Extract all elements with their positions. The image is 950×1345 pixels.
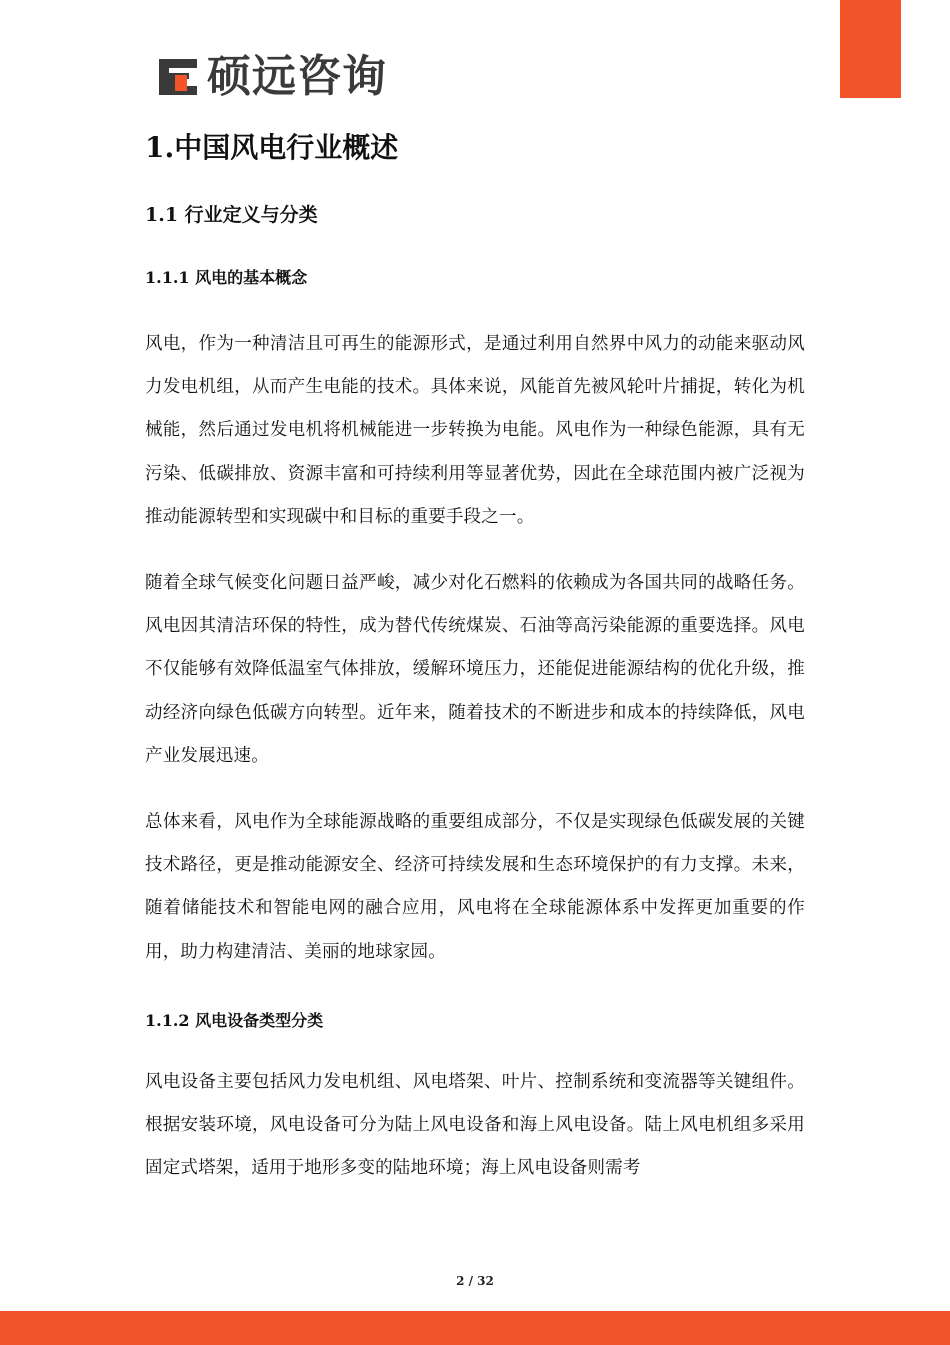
stylized-s-logo-icon bbox=[153, 55, 201, 99]
document-body bbox=[145, 128, 805, 1190]
page-title: 1.中国风电行业概述 bbox=[145, 131, 399, 164]
body-paragraph: 风电设备主要包括风力发电机组、风电塔架、叶片、控制系统和变流器等关键组件。根据安装环境，风电设备可分为陆上风电设备和海上风电设备。陆上风电机组多采用固定式塔架，适用于地形多变的陆地环境；海上风电设备则需考 bbox=[145, 1071, 805, 1179]
body-paragraph: 总体来看，风电作为全球能源战略的重要组成部分，不仅是实现绿色低碳发展的关键技术路径，更是推动能源安全、经济可持续发展和生态环境保护的有力支撑。未来，随着储能技术和智能电网的融合应用，风电将在全球能源体系中发挥更加重要的作用，助力构建清洁、美丽的地球家园。 bbox=[145, 812, 805, 962]
footer-accent-bar bbox=[0, 1311, 950, 1345]
section-heading: 1.1 行业定义与分类 bbox=[145, 204, 318, 226]
subsection-heading: 1.1.1 风电的基本概念 bbox=[145, 268, 308, 287]
body-paragraph: 随着全球气候变化问题日益严峻，减少对化石燃料的依赖成为各国共同的战略任务。风电因其清洁环保的特性，成为替代传统煤炭、石油等高污染能源的重要选择。风电不仅能够有效降低温室气体排放，缓解环境压力，还能促进能源结构的优化升级，推动经济向绿色低碳方向转型。近年来，随着技术的不断进步和成本的持续降低，风电产业发展迅速。 bbox=[145, 573, 805, 766]
brand-logo bbox=[153, 52, 387, 102]
corner-accent-tab bbox=[840, 0, 901, 98]
body-paragraph: 风电，作为一种清洁且可再生的能源形式，是通过利用自然界中风力的动能来驱动风力发电机组，从而产生电能的技术。具体来说，风能首先被风轮叶片捕捉，转化为机械能，然后通过发电机将机械能进一步转换为电能。风电作为一种绿色能源，具有无污染、低碳排放、资源丰富和可持续利用等显著优势，因此在全球范围内被广泛视为推动能源转型和实现碳中和目标的重要手段之一。 bbox=[145, 334, 805, 527]
brand-name: 硕远咨询 bbox=[207, 51, 387, 102]
subsection-heading: 1.1.2 风电设备类型分类 bbox=[145, 1010, 324, 1030]
page-number: 2 / 32 bbox=[456, 1274, 494, 1288]
